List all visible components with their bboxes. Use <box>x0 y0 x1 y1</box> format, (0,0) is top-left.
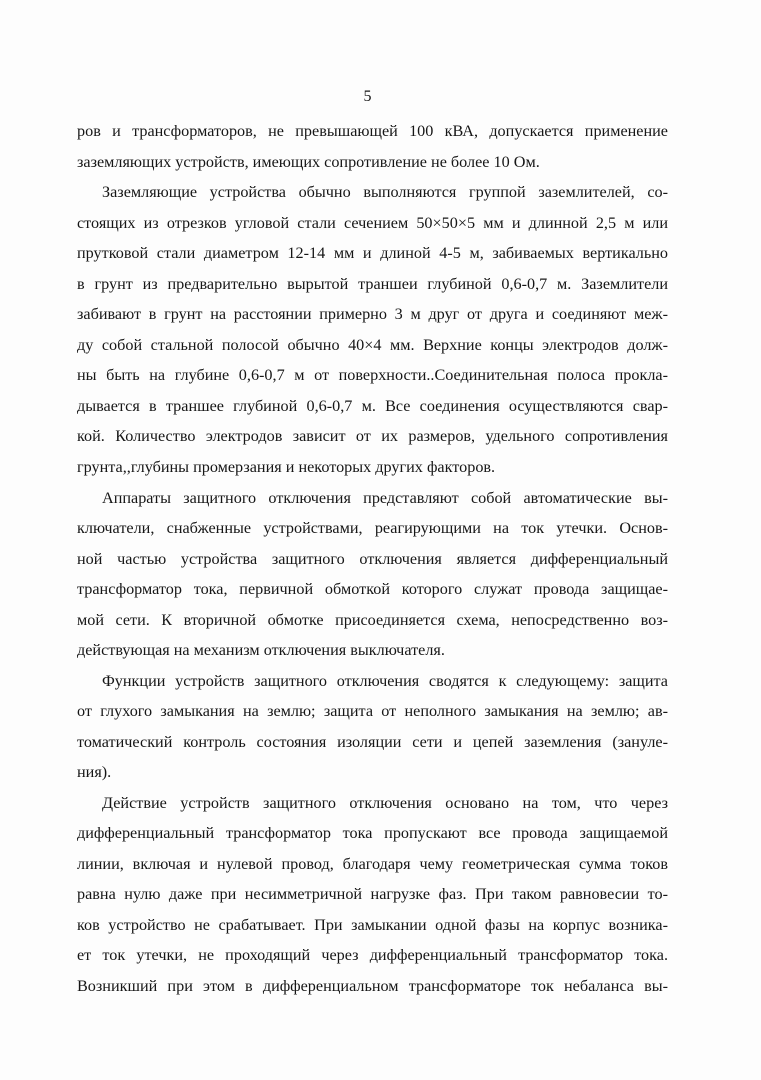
text-line: Возникший при этом в дифференциальном трансформаторе ток небаланса вы- <box>77 977 668 995</box>
text-line: дывается в траншее глубиной 0,6-0,7 м. Все соединения осуществляются свар- <box>77 397 668 415</box>
paragraph-first-line: Действие устройств защитного отключения основано на том, что через <box>102 794 668 812</box>
text-line: трансформатор тока, первичной обмоткой которого служат провода защищае- <box>77 580 668 598</box>
text-line: ет ток утечки, не проходящий через дифференциальный трансформатор тока. <box>77 946 668 964</box>
text-line: равна нулю даже при несимметричной нагрузке фаз. При таком равновесии то- <box>77 885 668 903</box>
text-line: томатический контроль состояния изоляции сети и цепей заземления (зануле- <box>77 733 668 751</box>
paragraph-first-line: Заземляющие устройства обычно выполняются группой заземлителей, со- <box>102 183 668 201</box>
text-line: ков устройство не срабатывает. При замыкании одной фазы на корпус возника- <box>77 916 668 934</box>
text-line: грунта,,глубины промерзания и некоторых других факторов. <box>77 458 496 476</box>
text-line: мой сети. К вторичной обмотке присоединяется схема, непосредственно воз- <box>77 611 668 629</box>
text-line: от глухого замыкания на землю; защита от неполного замыкания на землю; ав- <box>77 702 668 720</box>
text-line: ной частью устройства защитного отключения является дифференциальный <box>77 550 668 568</box>
text-line: стоящих из отрезков угловой стали сечением 50×50×5 мм и длинной 2,5 м или <box>77 214 668 232</box>
text-line: прутковой стали диаметром 12-14 мм и длиной 4-5 м, забиваемых вертикально <box>77 244 668 262</box>
text-line: заземляющих устройств, имеющих сопротивление не более 10 Ом. <box>77 153 540 171</box>
text-line: кой. Количество электродов зависит от их размеров, удельного сопротивления <box>77 427 668 445</box>
paragraph-first-line: Аппараты защитного отключения представляют собой автоматические вы- <box>102 489 668 507</box>
text-line: ключатели, снабженные устройствами, реагирующими на ток утечки. Основ- <box>77 519 668 537</box>
text-line: в грунт из предварительно вырытой траншеи глубиной 0,6-0,7 м. Заземлители <box>77 275 668 293</box>
text-line: линии, включая и нулевой провод, благодаря чему геометрическая сумма токов <box>77 855 668 873</box>
text-line: забивают в грунт на расстоянии примерно 3 м друг от друга и соединяют меж- <box>77 305 668 323</box>
text-line: ров и трансформаторов, не превышающей 100 кВА, допускается применение <box>77 122 668 140</box>
text-line: дифференциальный трансформатор тока пропускают все провода защищаемой <box>77 824 668 842</box>
text-line: ны быть на глубине 0,6-0,7 м от поверхности..Соединительная полоса прокла- <box>77 366 668 384</box>
text-line: ду собой стальной полосой обычно 40×4 мм. Верхние концы электродов долж- <box>77 336 668 354</box>
text-line: ния). <box>77 763 112 781</box>
page-number: 5 <box>363 88 372 105</box>
paragraph-first-line: Функции устройств защитного отключения сводятся к следующему: защита <box>102 672 668 690</box>
text-line: действующая на механизм отключения выключателя. <box>77 641 445 659</box>
